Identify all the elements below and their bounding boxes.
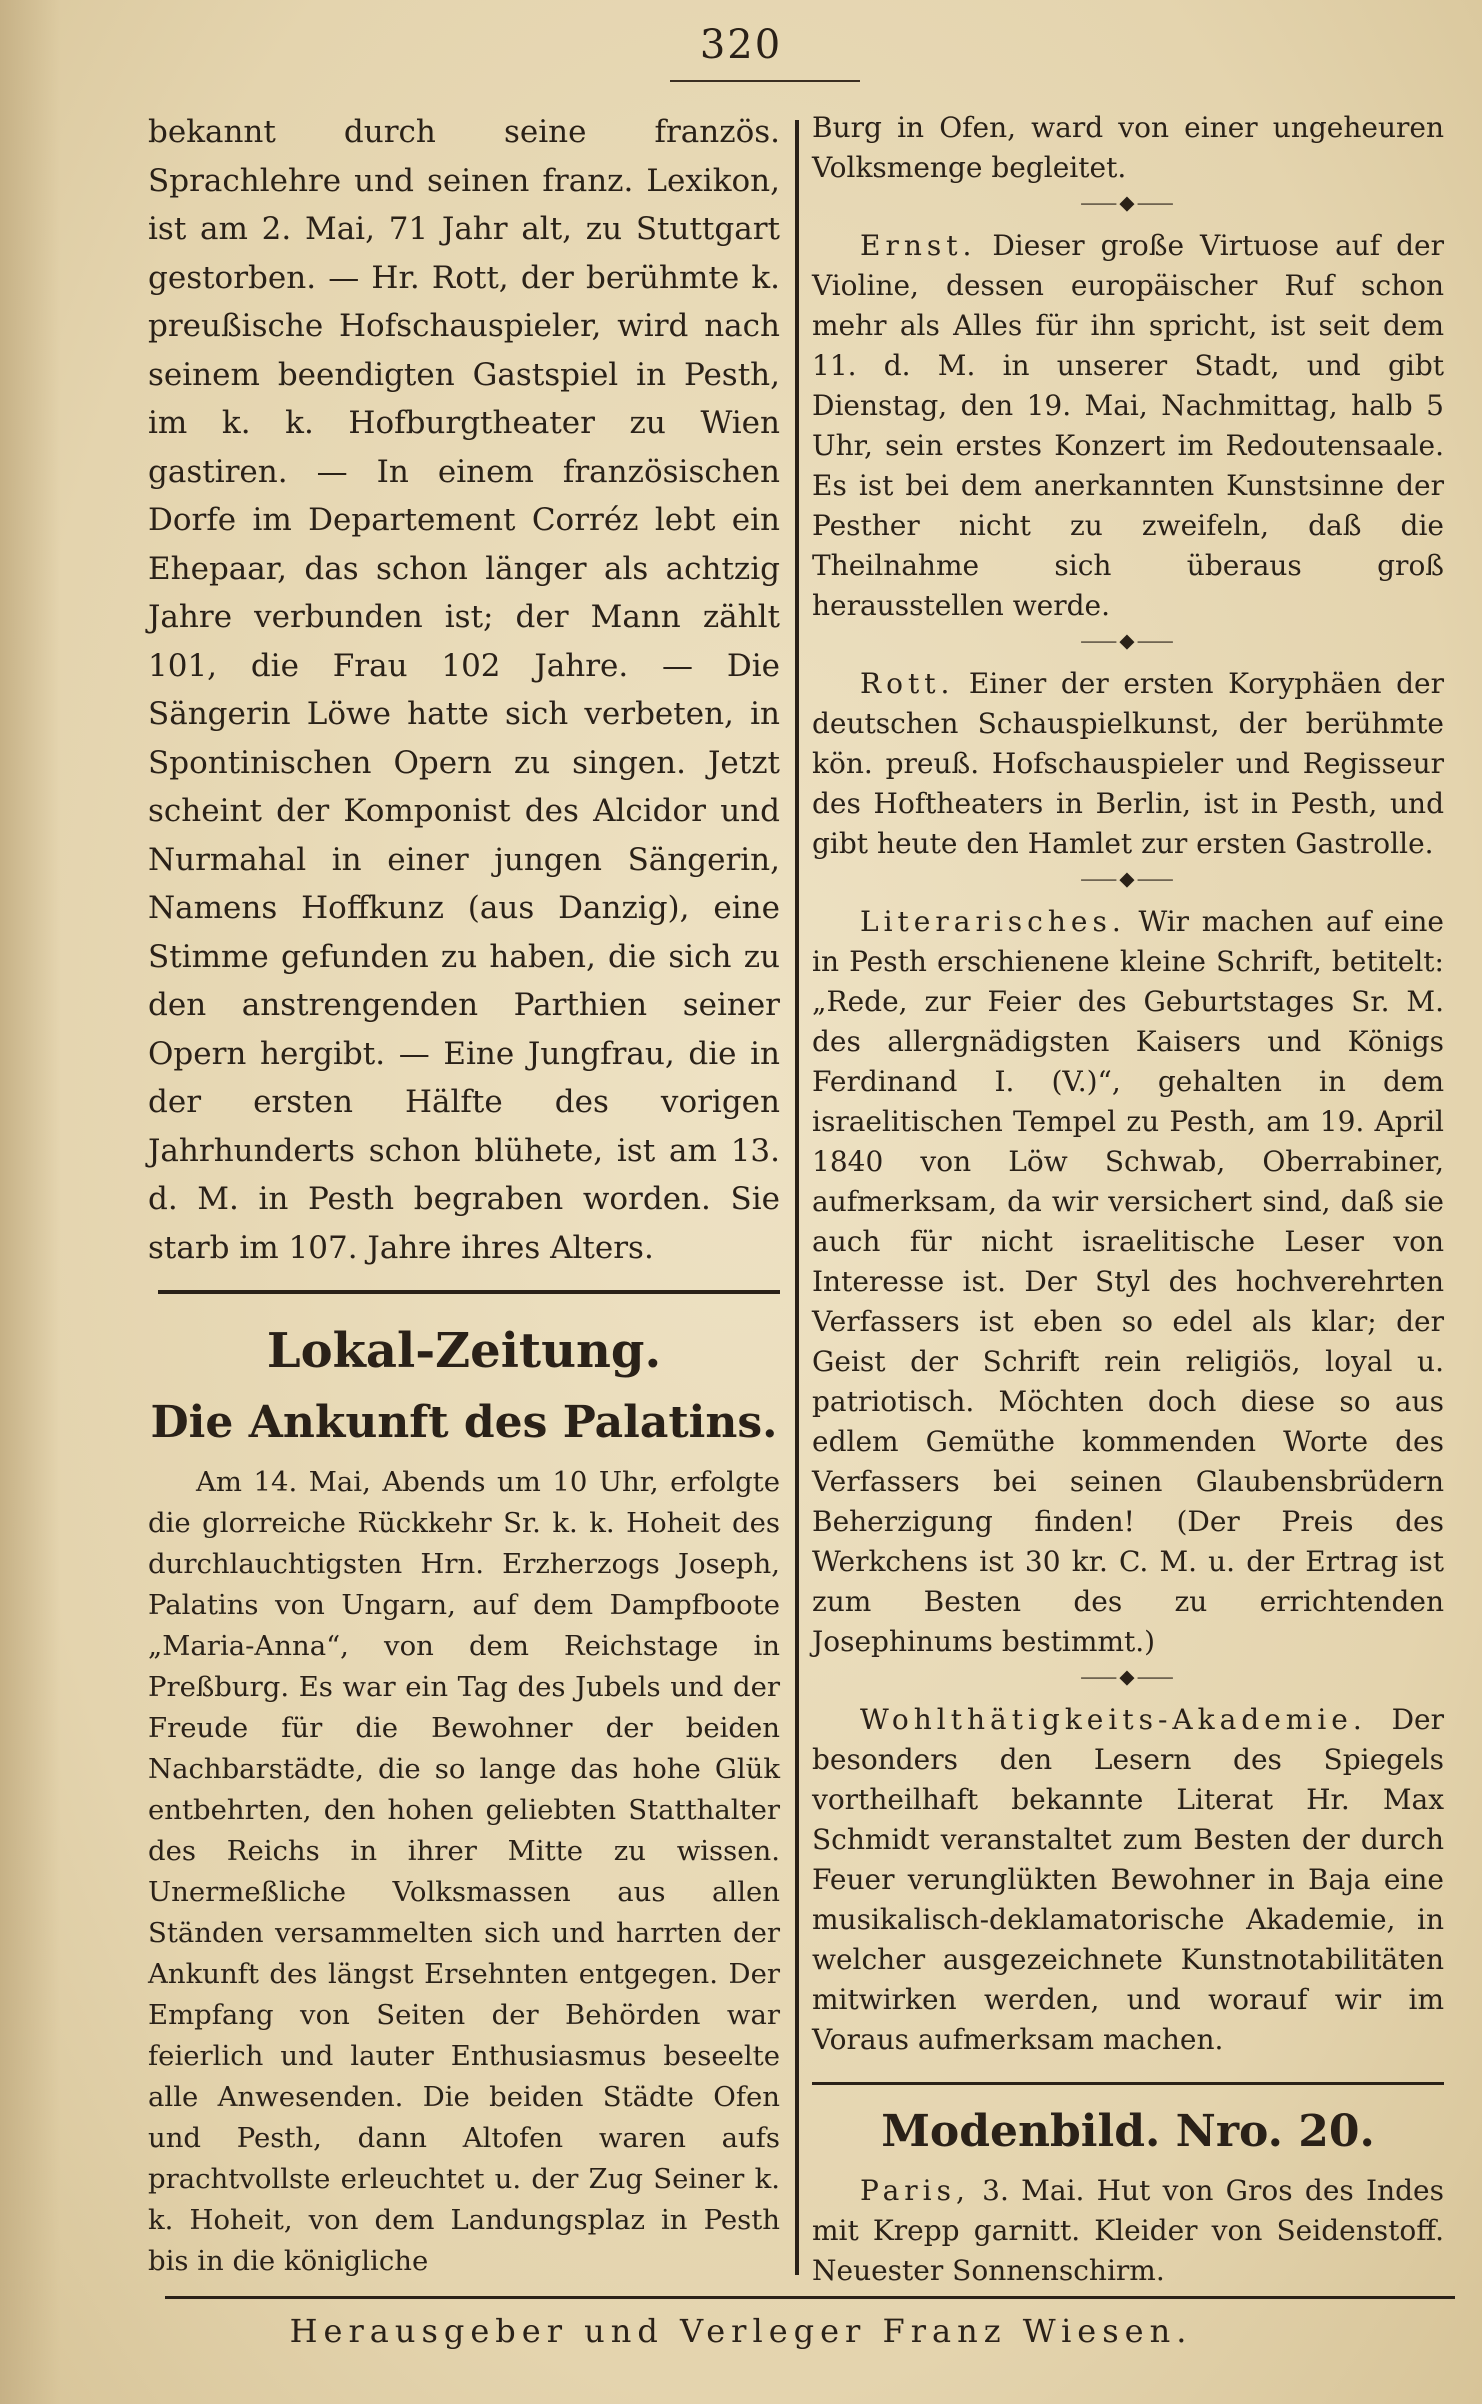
continuation-text: Burg in Ofen, ward von einer ungeheuren Volksmenge begleitet. [812, 111, 1444, 184]
right-column [812, 108, 1444, 2291]
charity-text: Der besonders den Lesern des Spiegels vortheilhaft bekannte Literat Hr. Max Schmidt veranstaltet zum Besten der durch Feuer verunglükten Bewohner in Baja eine musikalisch-deklamatorische Akademie, in welcher ausgezeichnete Kunstnotabilitäten mitwirken werden, und worauf wir im Voraus aufmerksam machen. [812, 1703, 1444, 2056]
fashion-lead: Paris, [860, 2174, 970, 2207]
footer-rule [165, 2296, 1455, 2299]
rott-item [812, 664, 1444, 864]
page-number: 320 [699, 22, 783, 68]
left-paragraph-news: bekannt durch seine französ. Sprachlehre und seinen franz. Lexikon, ist am 2. Mai, 71 Jahr alt, zu Stuttgart gestorben. — Hr. Rott, der berühmte k. preußische Hofschauspieler, wird nach seinem beendigten Gastspiel in Pesth, im k. k. Hofburgtheater zu Wien gastiren. — In einem französischen Dorfe im Departement Corréz lebt ein Ehepaar, das schon länger als achtzig Jahre verbunden ist; der Mann zählt 101, die Frau 102 Jahre. — Die Sängerin Löwe hatte sich verbeten, in Spontinischen Opern zu singen. Jetzt scheint der Komponist des Alcidor und Nurmahal in einer jungen Sängerin, Namens Hoffkunz (aus Danzig), eine Stimme gefunden zu haben, die sich zu den anstrengenden Parthien seiner Opern hergibt. — Eine Jungfrau, die in der ersten Hälfte des vorigen Jahrhunderts schon blühete, ist am 13. d. M. in Pesth begraben worden. Sie starb im 107. Jahre ihres Alters. [148, 114, 780, 1266]
article-title: Die Ankunft des Palatins. [150, 1397, 778, 1448]
fashion-title: Modenbild. Nro. 20. [881, 2106, 1375, 2157]
fashion-text: 3. Mai. Hut von Gros des Indes mit Krepp garnitt. Kleider von Seidenstoff. Neuester Sonnenschirm. [812, 2174, 1444, 2287]
charity-item [812, 1700, 1444, 2060]
section-title: Lokal-Zeitung. [266, 1323, 662, 1379]
charity-lead: Wohlthätigkeits-Akademie. [860, 1703, 1367, 1736]
publisher-footer: Herausgeber und Verleger Franz Wiesen. [289, 2312, 1193, 2350]
binding-shadow [0, 0, 60, 2404]
literary-text: Wir machen auf eine in Pesth erschienene kleine Schrift, betitelt: „Rede, zur Feier des Geburtstages Sr. M. des allergnädigsten Kaisers und Königs Ferdinand I. (V.)“, gehalten in dem israelitischen Tempel zu Pesth, am 19. April 1840 von Löw Schwab, Oberrabiner, aufmerksam, da wir versichert sind, daß sie auch für nicht israelitische Leser von Interesse ist. Der Styl des hochverehrten Verfassers ist eben so edel als klar; der Geist der Schrift rein religiös, loyal u. patriotisch. Möchten doch diese so aus edlem Gemüthe kommenden Worte des Verfassers bei seinen Glaubensbrüdern Beherzigung finden! (Der Preis des Werkchens ist 30 kr. C. M. u. der Ertrag ist zum Besten des zu errichtenden Josephinums bestimmt.) [812, 905, 1444, 1658]
article-text: Am 14. Mai, Abends um 10 Uhr, erfolgte die glorreiche Rückkehr Sr. k. k. Hoheit des durchlauchtigsten Hrn. Erzherzogs Joseph, Palatins von Ungarn, auf dem Dampfboote „Maria-Anna“, von dem Reichstage in Preßburg. Es war ein Tag des Jubels und der Freude für die Bewohner der beiden Nachbarstädte, die so lange das hohe Glük entbehrten, den hohen geliebten Statthalter des Reichs in ihrer Mitte zu wissen. Unermeßliche Volksmassen aus allen Ständen versammelten sich und harrten der Ankunft des längst Ersehnten entgegen. Der Empfang von Seiten der Behörden war feierlich und lauter Enthusiasmus beseelte alle Anwesenden. Die beiden Städte Ofen und Pesth, dann Altofen waren aufs prachtvollste erleuchtet u. der Zug Seiner k. k. Hoheit, von dem Landungsplaz in Pesth bis in die königliche [148, 1466, 780, 2277]
ernst-lead: Ernst. [860, 229, 977, 262]
left-column [148, 108, 780, 2282]
literary-lead: Literarisches. [860, 905, 1126, 938]
ornament-divider: ⸺⬥⸺ [1080, 1665, 1176, 1690]
rott-text: Einer der ersten Koryphäen der deutschen Schauspielkunst, der berühmte kön. preuß. Hofschauspieler und Regisseur des Hoftheaters in Berlin, ist in Pesth, und gibt heute den Hamlet zur ersten Gastrolle. [812, 667, 1444, 860]
ornament-divider: ⸺⬥⸺ [1080, 629, 1176, 654]
section-divider [158, 1290, 780, 1294]
fashion-item [812, 2171, 1444, 2291]
literary-item [812, 902, 1444, 1662]
fashion-divider [812, 2082, 1444, 2085]
ornament-divider: ⸺⬥⸺ [1080, 191, 1176, 216]
ernst-text: Dieser große Virtuose auf der Violine, dessen europäischer Ruf schon mehr als Alles für ihn spricht, ist seit dem 11. d. M. in unserer Stadt, und gibt Dienstag, den 19. Mai, Nachmittag, halb 5 Uhr, sein erstes Konzert im Redoutensaale. Es ist bei dem anerkannten Kunstsinne der Pesther nicht zu zweifeln, daß die Theilnahme sich überaus groß herausstellen werde. [812, 229, 1444, 622]
ernst-item [812, 226, 1444, 626]
page-number-rule [670, 80, 860, 82]
ornament-divider: ⸺⬥⸺ [1080, 867, 1176, 892]
rott-lead: Rott. [860, 667, 955, 700]
column-divider [795, 120, 799, 2275]
